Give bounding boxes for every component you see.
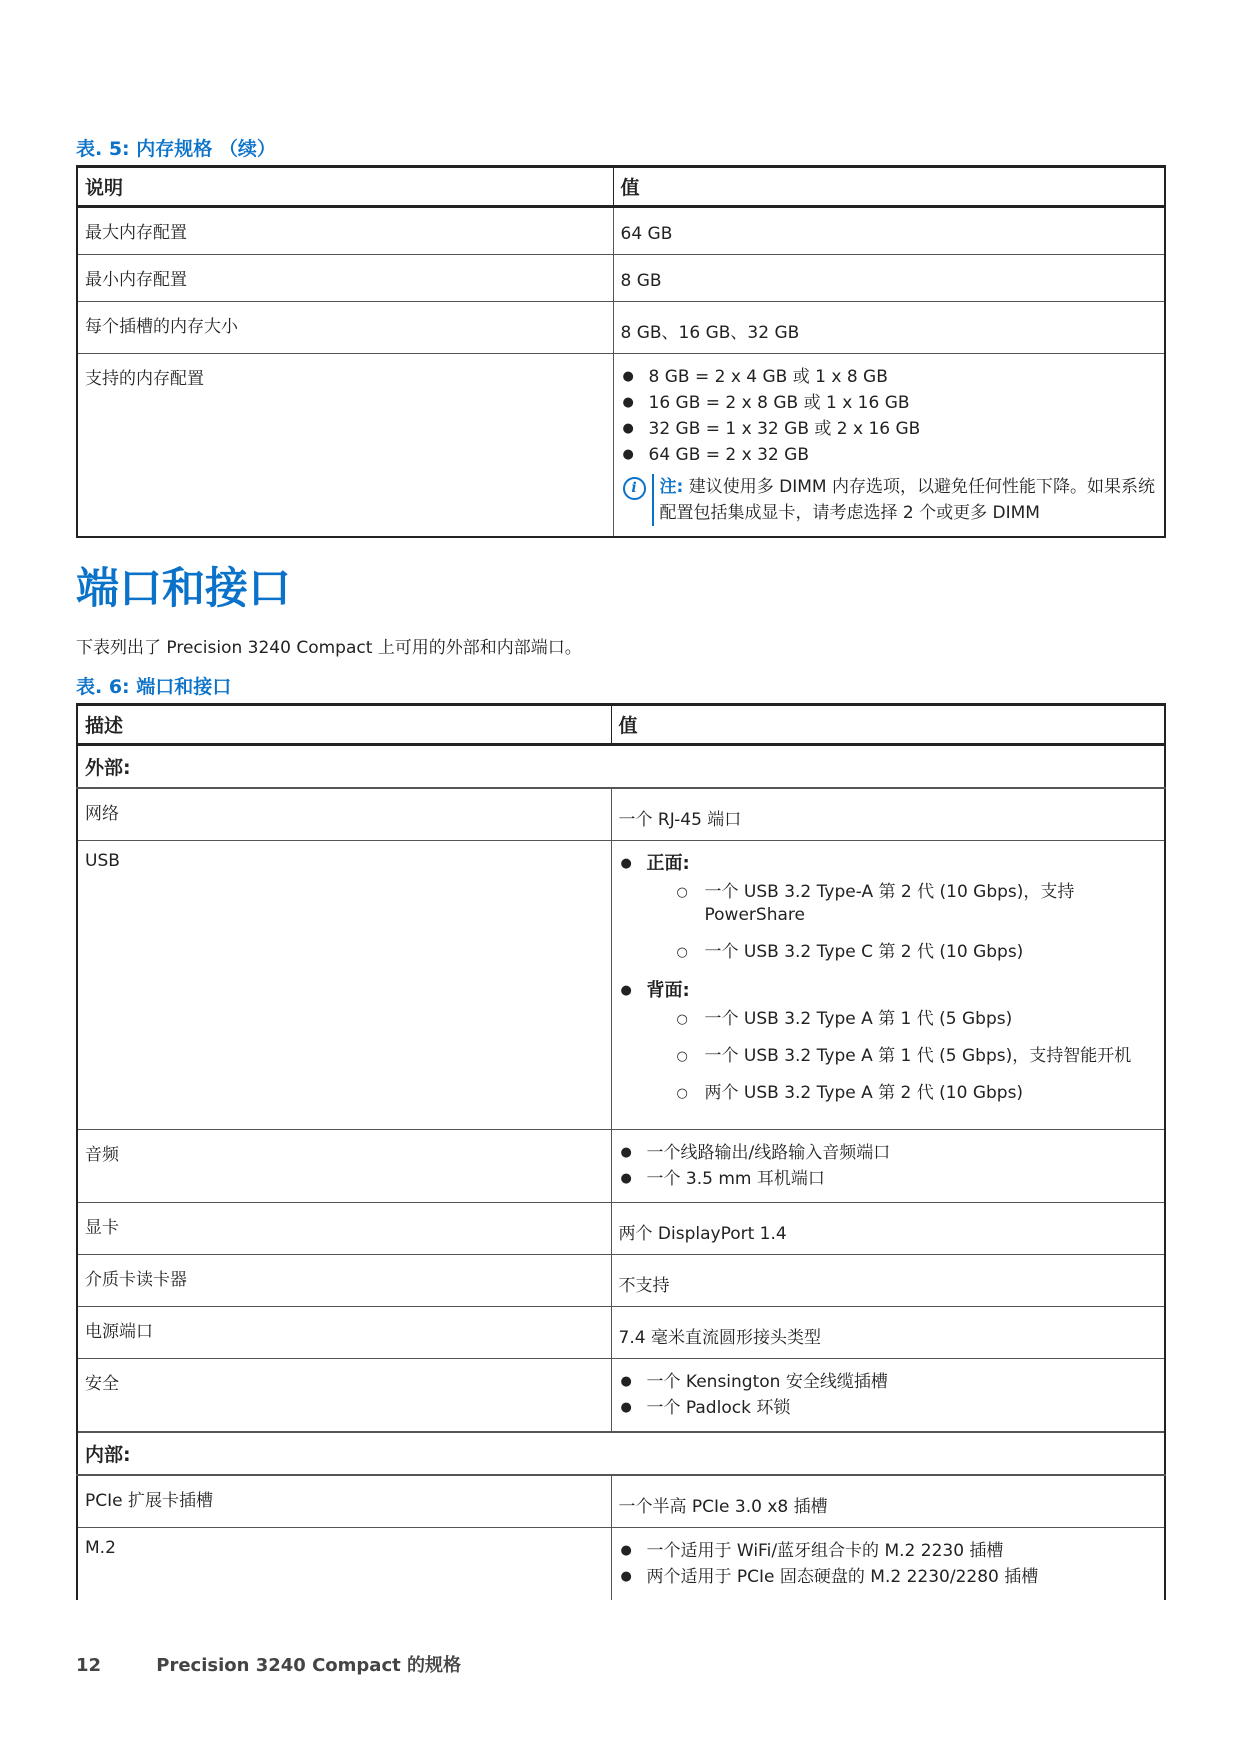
row-value <box>611 1130 1165 1203</box>
group-label: 外部: <box>77 745 1165 789</box>
list-item: ● 一个 Kensington 安全线缆插槽 <box>619 1369 1158 1395</box>
row-value: 7.4 毫米直流圆形接头类型 <box>611 1307 1165 1359</box>
table-header-row <box>77 167 1165 207</box>
table-row <box>77 1203 1165 1255</box>
table-5-caption: 表. 5: 内存规格 （续） <box>76 138 276 160</box>
table-row <box>77 302 1165 354</box>
front-label: 正面: <box>646 853 690 874</box>
list-item: ● 16 GB = 2 x 8 GB 或 1 x 16 GB <box>621 390 1158 416</box>
row-label: 显卡 <box>77 1203 611 1255</box>
header-value: 值 <box>613 167 1165 207</box>
sub-list-item: ○ 两个 USB 3.2 Type A 第 2 代 (10 Gbps) <box>647 1082 1158 1105</box>
list-item: ● 64 GB = 2 x 32 GB <box>621 442 1158 468</box>
group-row-internal <box>77 1432 1165 1475</box>
table-row <box>77 1307 1165 1359</box>
group-row-external <box>77 745 1165 789</box>
list-item: ● 一个 Padlock 环锁 <box>619 1395 1158 1421</box>
note-text: 建议使用多 DIMM 内存选项，以避免任何性能下降。如果系统配置包括集成显卡，请考虑选择 2 个或更多 DIMM <box>659 477 1155 523</box>
row-label: 每个插槽的内存大小 <box>77 302 613 354</box>
row-value: 不支持 <box>611 1255 1165 1307</box>
bullet-list <box>619 1369 1158 1421</box>
table-row <box>77 841 1165 1130</box>
note-body <box>652 474 1158 526</box>
intro-paragraph: 下表列出了 Precision 3240 Compact 上可用的外部和内部端口。 <box>76 638 582 658</box>
list-item-back <box>619 978 1158 1105</box>
sub-list <box>647 881 1158 964</box>
row-label: M.2 <box>77 1528 611 1601</box>
row-label: PCIe 扩展卡插槽 <box>77 1475 611 1528</box>
sub-list-item: ○ 一个 USB 3.2 Type C 第 2 代 (10 Gbps) <box>647 941 1158 964</box>
row-value: 8 GB <box>613 255 1165 302</box>
sub-list <box>647 1008 1158 1105</box>
table-row <box>77 207 1165 255</box>
table-row <box>77 1528 1165 1601</box>
row-label: 支持的内存配置 <box>77 354 613 538</box>
ports-table <box>76 703 1166 1600</box>
page-footer <box>76 1651 461 1677</box>
sub-list-item: ○ 一个 USB 3.2 Type-A 第 2 代 (10 Gbps)，支持 PowerShare <box>647 881 1158 927</box>
bullet-list <box>619 851 1158 1105</box>
table-row <box>77 1255 1165 1307</box>
row-value: 两个 DisplayPort 1.4 <box>611 1203 1165 1255</box>
list-item: ● 8 GB = 2 x 4 GB 或 1 x 8 GB <box>621 364 1158 390</box>
row-label: 安全 <box>77 1359 611 1433</box>
row-label: 最大内存配置 <box>77 207 613 255</box>
table-row <box>77 1359 1165 1433</box>
row-value: 一个 RJ-45 端口 <box>611 788 1165 841</box>
row-value: 8 GB、16 GB、32 GB <box>613 302 1165 354</box>
memory-spec-table <box>76 165 1166 538</box>
section-heading: 端口和接口 <box>76 564 291 614</box>
list-item: ● 一个线路输出/线路输入音频端口 <box>619 1140 1158 1166</box>
row-label: 最小内存配置 <box>77 255 613 302</box>
list-item: ● 两个适用于 PCIe 固态硬盘的 M.2 2230/2280 插槽 <box>619 1564 1158 1590</box>
row-label: 介质卡读卡器 <box>77 1255 611 1307</box>
row-value <box>611 1528 1165 1601</box>
sub-list-item: ○ 一个 USB 3.2 Type A 第 1 代 (5 Gbps) <box>647 1008 1158 1031</box>
bullet-list <box>619 1538 1158 1590</box>
note <box>621 474 1158 526</box>
table-row <box>77 1130 1165 1203</box>
list-item-front <box>619 851 1158 964</box>
table-row <box>77 255 1165 302</box>
row-value: 64 GB <box>613 207 1165 255</box>
row-value <box>611 1359 1165 1433</box>
table-row <box>77 788 1165 841</box>
footer-title: Precision 3240 Compact 的规格 <box>156 1655 461 1676</box>
header-description: 描述 <box>77 705 611 745</box>
row-label: 网络 <box>77 788 611 841</box>
bullet-list <box>621 364 1158 468</box>
row-label: 电源端口 <box>77 1307 611 1359</box>
info-icon: i <box>623 477 646 500</box>
list-item: ● 32 GB = 1 x 32 GB 或 2 x 16 GB <box>621 416 1158 442</box>
header-description: 说明 <box>77 167 613 207</box>
table-row <box>77 354 1165 538</box>
table-row <box>77 1475 1165 1528</box>
row-label: 音频 <box>77 1130 611 1203</box>
sub-list-item: ○ 一个 USB 3.2 Type A 第 1 代 (5 Gbps)，支持智能开机 <box>647 1045 1158 1068</box>
note-label: 注: <box>659 477 684 497</box>
header-value: 值 <box>611 705 1165 745</box>
row-value <box>613 354 1165 538</box>
table-header-row <box>77 705 1165 745</box>
page-number: 12 <box>76 1655 102 1676</box>
row-value: 一个半高 PCIe 3.0 x8 插槽 <box>611 1475 1165 1528</box>
row-value <box>611 841 1165 1130</box>
bullet-list <box>619 1140 1158 1192</box>
list-item: ● 一个 3.5 mm 耳机端口 <box>619 1166 1158 1192</box>
back-label: 背面: <box>646 980 690 1001</box>
list-item: ● 一个适用于 WiFi/蓝牙组合卡的 M.2 2230 插槽 <box>619 1538 1158 1564</box>
table-6-caption: 表. 6: 端口和接口 <box>76 676 232 698</box>
row-label: USB <box>77 841 611 1130</box>
group-label: 内部: <box>77 1432 1165 1475</box>
